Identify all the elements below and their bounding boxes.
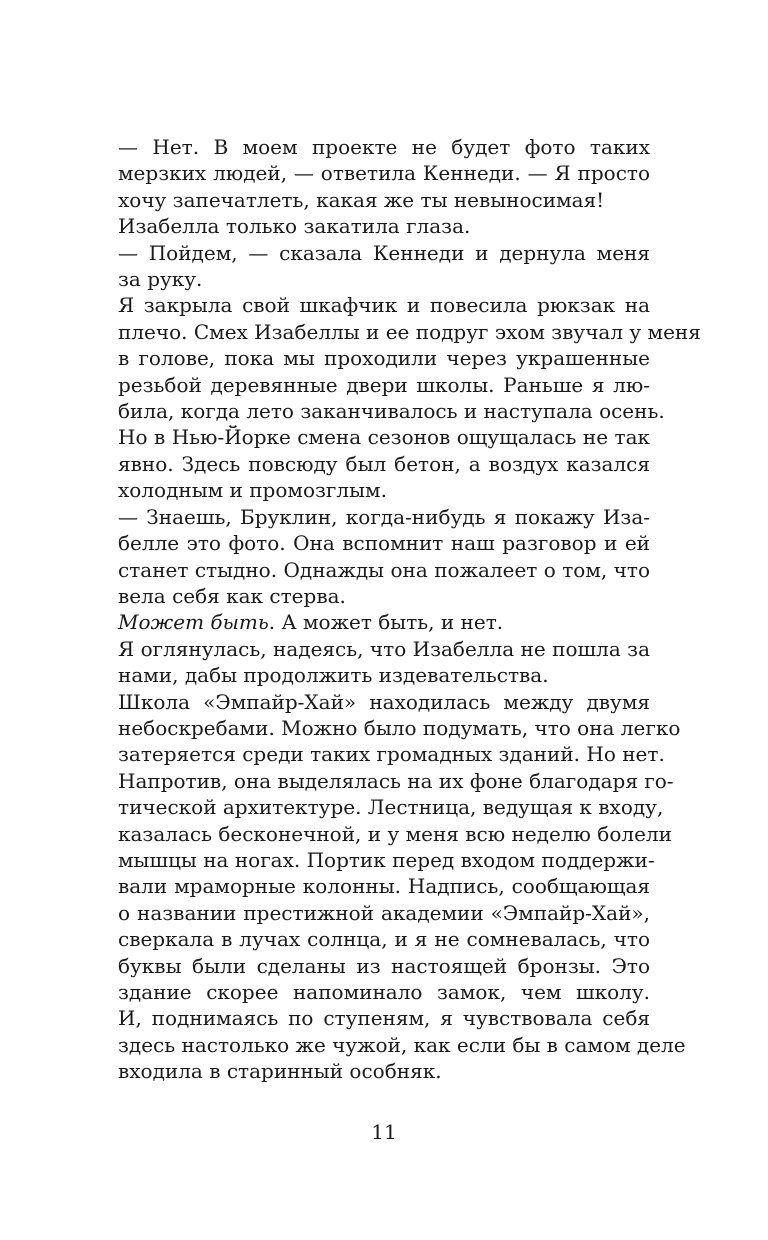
text-line: Я закрыла свой шкафчик и повесила рюкзак на (118, 293, 650, 318)
body-text (118, 134, 701, 1085)
paragraph (118, 134, 650, 213)
text-line: — Знаешь, Бруклин, когда-нибудь я покажу Иза- (118, 504, 650, 529)
text-line: Я оглянулась, надеясь, что Изабелла не пошла за (118, 636, 650, 661)
text-line: — Нет. В моем проекте не будет фото таких (118, 135, 650, 159)
text-line: белле это фото. Она вспомнит наш разговор и ей (118, 531, 650, 556)
text-line: И, поднимаясь по ступеням, я чувствовала себя (118, 1006, 650, 1031)
text-line: мерзких людей, — ответила Кеннеди. — Я просто (118, 161, 650, 186)
text-line: плечо. Смех Изабеллы и ее подруг эхом звучал у меня (118, 319, 701, 344)
text-line: Но в Нью-Йорке смена сезонов ощущалась не так (118, 425, 650, 450)
text-line: вела себя как стерва. (118, 583, 346, 608)
italic-emphasis: Может быть (118, 610, 269, 635)
text-line: тической архитектуре. Лестница, ведущая к входу, (118, 795, 664, 820)
text-line: станет стыдно. Однажды она пожалеет о том, что (118, 557, 650, 582)
text-line: казалась бесконечной, и у меня всю неделю болели (118, 821, 672, 846)
text-line: хочу запечатлеть, какая же ты невыносимая! (118, 187, 605, 212)
text-line: за руку. (118, 267, 203, 292)
text-line: холодным и промозглым. (118, 478, 387, 503)
text-run: . А может быть, и нет. (268, 610, 504, 635)
text-line: Напротив, она выделялась на их фоне благодаря го- (118, 768, 674, 793)
text-line: здесь настолько же чужой, как если бы в самом деле (118, 1032, 686, 1057)
text-line: — Пойдем, — сказала Кеннеди и дернула меня (118, 240, 650, 265)
text-line: о названии престижной академии «Эмпайр-Хай», (118, 900, 650, 925)
text-line: явно. Здесь повсюду был бетон, а воздух казался (118, 451, 650, 476)
text-line: резьбой деревянные двери школы. Раньше я лю- (118, 372, 650, 397)
text-line: здание скорее напоминало замок, чем школу. (118, 980, 650, 1004)
text-line: небоскребами. Можно было подумать, что она легко (118, 715, 681, 740)
text-line: вали мраморные колонны. Надпись, сообщающая (118, 874, 650, 899)
text-line: сверкала в лучах солнца, и я не сомневалась, что (118, 927, 650, 952)
text-line: мышцы на ногах. Портик перед входом поддержи- (118, 847, 655, 872)
paragraph (118, 609, 650, 635)
page-number: 11 (371, 1120, 397, 1144)
paragraph (118, 636, 650, 689)
text-line: Изабелла только закатила глаза. (118, 214, 471, 239)
paragraph (118, 504, 650, 610)
text-line: нами, дабы продолжить издевательства. (118, 663, 549, 688)
text-line: Школа «Эмпайр-Хай» находилась между двумя (118, 689, 650, 714)
text-line: буквы были сделаны из настоящей бронзы. Это (118, 953, 650, 978)
text-line: в голове, пока мы проходили через украшенные (118, 346, 650, 371)
text-line (118, 609, 650, 635)
text-line: входила в старинный особняк. (118, 1059, 442, 1084)
text-line: била, когда лето заканчивалось и наступала осень. (118, 399, 665, 424)
paragraph (118, 292, 701, 503)
paragraph (118, 689, 686, 1085)
paragraph (118, 213, 650, 239)
paragraph (118, 240, 650, 293)
text-line: затеряется среди таких громадных зданий. Но нет. (118, 742, 665, 767)
